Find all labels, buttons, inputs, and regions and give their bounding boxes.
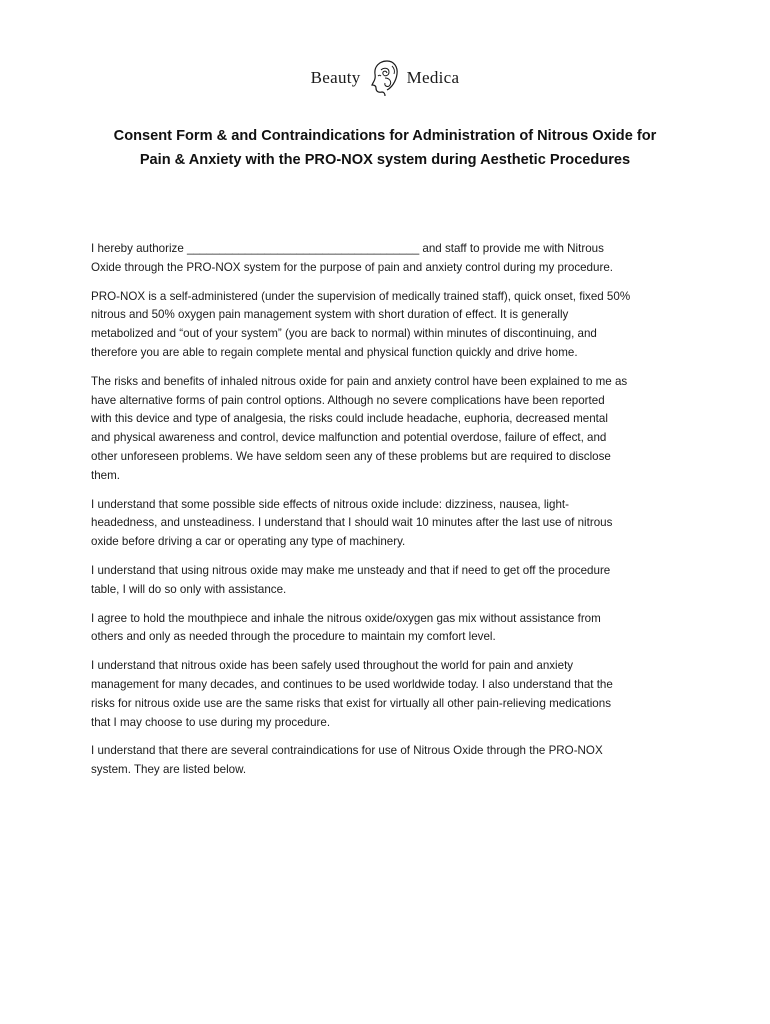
text-line: table, I will do so only with assistance.: [91, 582, 287, 596]
text-line: PRO-NOX is a self-administered (under the supervision of medically trained staff), quick onset, fixed 50%: [91, 289, 631, 303]
paragraph-mouthpiece: [91, 610, 691, 648]
face-profile-icon: [367, 58, 401, 98]
text-line: The risks and benefits of inhaled nitrous oxide for pain and anxiety control have been explained to me as: [91, 374, 628, 388]
text-line: and physical awareness and control, device malfunction and potential overdose, failure of effect, and: [91, 431, 607, 445]
text-line: them.: [91, 468, 120, 482]
text-line: others and only as needed through the procedure to maintain my comfort level.: [91, 630, 496, 644]
page-title: [60, 124, 710, 172]
text-line: other unforeseen problems. We have seldom seen any of these problems but are required to disclose: [91, 449, 611, 463]
logo-word-beauty: Beauty: [310, 68, 361, 87]
text-line: have alternative forms of pain control options. Although no severe complications have been reported: [91, 393, 605, 407]
text-line: headedness, and unsteadiness. I understand that I should wait 10 minutes after the last use of nitrous: [91, 516, 613, 530]
text-line: I understand that there are several contraindications for use of Nitrous Oxide through the PRO-NOX: [91, 744, 603, 758]
logo-word-medica: Medica: [406, 68, 460, 87]
paragraph-unsteadiness: [91, 562, 691, 600]
text-line: I agree to hold the mouthpiece and inhale the nitrous oxide/oxygen gas mix without assistance from: [91, 611, 601, 625]
title-line-1: Consent Form & and Contraindications for Administration of Nitrous Oxide for: [113, 128, 657, 144]
text-line: oxide before driving a car or operating any type of machinery.: [91, 535, 406, 549]
paragraph-side-effects: [91, 496, 691, 552]
text-line: management for many decades, and continues to be used worldwide today. I also understand that the: [91, 677, 613, 691]
text-line: with this device and type of analgesia, the risks could include headache, euphoria, decreased mental: [91, 412, 608, 426]
paragraph-risks-benefits: [91, 373, 691, 486]
text-line: I hereby authorize ____________________________________ and staff to provide me with Nitrous: [91, 242, 604, 255]
title-line-2: Pain & Anxiety with the PRO-NOX system during Aesthetic Procedures: [139, 152, 631, 168]
paragraph-authorization: [91, 240, 691, 278]
paragraph-pro-nox-description: [91, 288, 691, 363]
text-line: I understand that using nitrous oxide may make me unsteady and that if need to get off the procedure: [91, 563, 611, 577]
paragraph-safety-history: [91, 657, 691, 732]
text-line: nitrous and 50% oxygen pain management system with short duration of effect. It is generally: [91, 308, 569, 322]
text-line: system. They are listed below.: [91, 763, 247, 777]
text-line: I understand that nitrous oxide has been safely used throughout the world for pain and anxiety: [91, 659, 574, 673]
text-line: therefore you are able to regain complete mental and physical function quickly and drive home.: [91, 345, 578, 359]
consent-body: [91, 240, 691, 790]
text-line: that I may choose to use during my procedure.: [91, 715, 331, 729]
text-line: risks for nitrous oxide use are the same risks that exist for virtually all other pain-relieving medications: [91, 696, 612, 710]
brand-logo: [0, 56, 770, 100]
text-line: metabolized and “out of your system” (you are back to normal) within minutes of discontinuing, and: [91, 327, 597, 341]
text-line: Oxide through the PRO-NOX system for the purpose of pain and anxiety control during my procedure.: [91, 260, 613, 274]
paragraph-contraindications-intro: [91, 742, 691, 780]
text-line: I understand that some possible side effects of nitrous oxide include: dizziness, nausea, light-: [91, 497, 569, 511]
